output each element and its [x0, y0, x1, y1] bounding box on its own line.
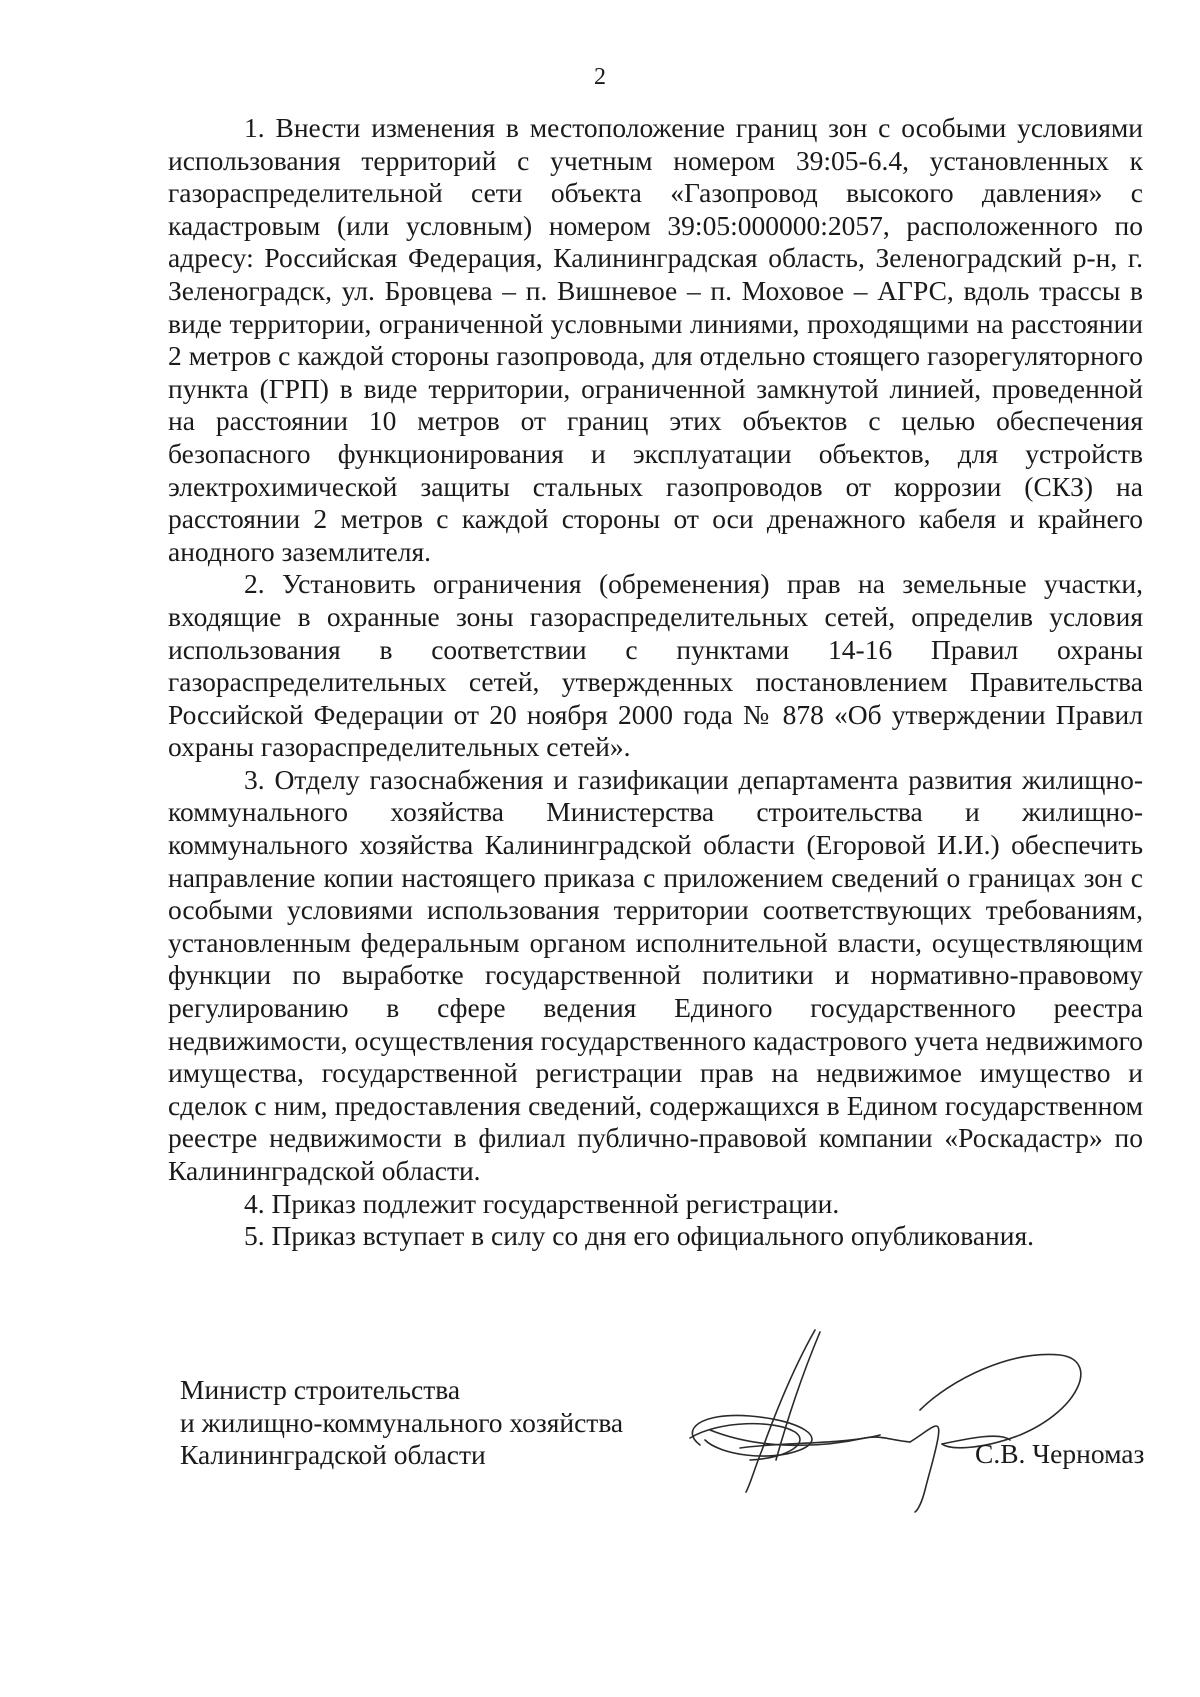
signatory-position: [180, 1374, 623, 1472]
paragraph-5: 5. Приказ вступает в силу со дня его официального опубликования.: [244, 1220, 1035, 1252]
handwritten-signature: [680, 1320, 1160, 1520]
signatory-name: С.В. Черномаз: [975, 1438, 1145, 1469]
position-line-2: и жилищно-коммунального хозяйства: [180, 1406, 624, 1438]
paragraph-3: 3. Отделу газоснабжения и газификации департамента развития жилищно-коммунального хозяйства Министерства строительства и жилищно-коммунального хозяйства Калининградской области (Егоровой И.И.) обеспечить направление копии настоящего приказа с приложением сведений о границах зон с особыми условиями использования территории соответствующих требованиям, установленным федеральным органом исполнительной власти, осуществляющим функции по выработке государственной политики и нормативно-правовому регулированию в сфере ведения Единого государственного реестра недвижимости, осуществления государственного кадастрового учета недвижимого имущества, государственной регистрации прав на недвижимое имущество и сделок с ним, предоставления сведений, содержащихся в Едином государственном реестре недвижимости в филиал публично-правовой компании «Роскадастр» по Калининградской области.: [168, 763, 1143, 1186]
paragraph-4: 4. Приказ подлежит государственной регистрации.: [244, 1187, 840, 1219]
position-line-1: Министр строительства: [180, 1374, 461, 1405]
paragraph-2: 2. Установить ограничения (обременения) прав на земельные участки, входящие в охранные зоны газораспределительных сетей, определив условия использования в соответствии с пунктами 14-16 Правил охраны газораспределительных сетей, утвержденных постановлением Правительства Российской Федерации от 20 ноября 2000 года № 878 «Об утверждении Правил охраны газораспределительных сетей».: [168, 568, 1143, 763]
position-line-3: Калининградской области: [180, 1439, 486, 1471]
page-number: 2: [594, 64, 606, 90]
document-body: [168, 112, 1143, 1253]
paragraph-1: 1. Внести изменения в местоположение границ зон с особыми условиями использования территорий с учетным номером 39:05-6.4, установленных к газораспределительной сети объекта «Газопровод высокого давления» с кадастровым (или условным) номером 39:05:000000:2057, расположенного по адресу: Российская Федерация, Калининградская область, Зеленоградский р-н, г. Зеленоградск, ул. Бровцева – п. Вишневое – п. Моховое – АГРС, вдоль трассы в виде территории, ограниченной условными линиями, проходящими на расстоянии 2 метров с каждой стороны газопровода, для отдельно стоящего газорегуляторного пункта (ГРП) в виде территории, ограниченной замкнутой линией, проведенной на расстоянии 10 метров от границ этих объектов с целью обеспечения безопасного функционирования и эксплуатации объектов, для устройств электрохимической защиты стальных газопроводов от коррозии (СКЗ) на расстоянии 2 метров с каждой стороны от оси дренажного кабеля и крайнего анодного заземлителя.: [168, 112, 1143, 567]
